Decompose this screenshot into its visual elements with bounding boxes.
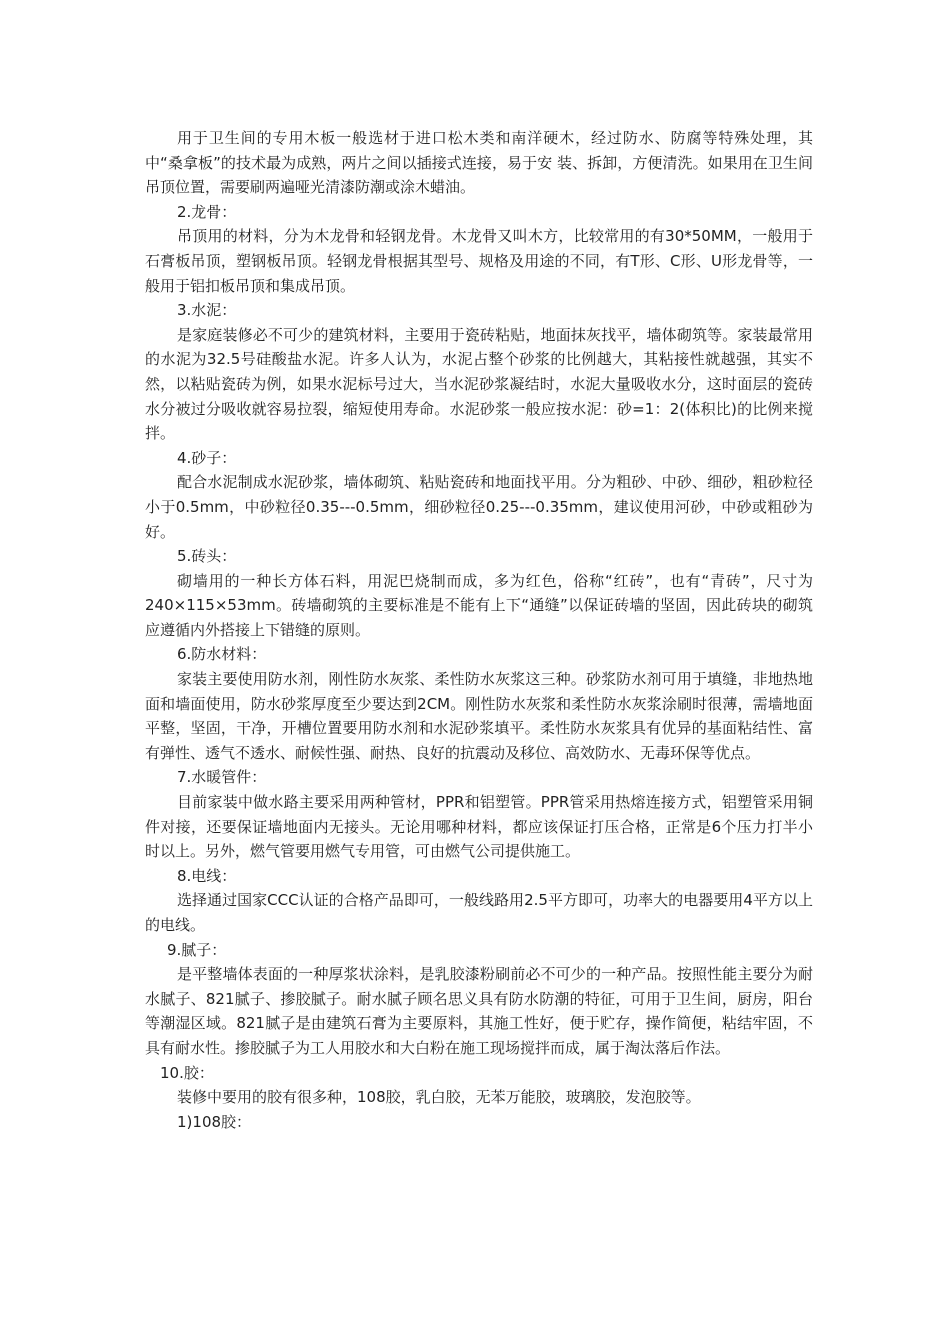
paragraph-cement: 是家庭装修必不可少的建筑材料，主要用于瓷砖粘贴，地面抹灰找平，墙体砌筑等。家装最常用的水泥为32.5号硅酸盐水泥。许多人认为，水泥占整个砂浆的比例越大，其粘接性就越强，其实不然，以粘贴瓷砖为例，如果水泥标号过大，当水泥砂浆凝结时，水泥大量吸收水分，这时面层的瓷砖水分被过分吸收就容易拉裂，缩短使用寿命。水泥砂浆一般应按水泥：砂=1：2(体积比)的比例来搅拌。	[145, 325, 813, 443]
paragraph-putty: 是平整墙体表面的一种厚浆状涂料，是乳胶漆粉刷前必不可少的一种产品。按照性能主要分为耐水腻子、821腻子、掺胶腻子。耐水腻子顾名思义具有防水防潮的特征，可用于卫生间，厨房，阳台等潮湿区域。821腻子是由建筑石膏为主要原料，其施工性好，便于贮存，操作简便，粘结牢固，不具有耐水性。掺胶腻子为工人用胶水和大白粉在施工现场搅拌而成，属于淘汰落后作法。	[145, 965, 813, 1057]
document-body	[145, 126, 813, 1134]
heading-keel: 2.龙骨：	[177, 202, 237, 221]
heading-sand: 4.砂子：	[177, 448, 237, 467]
paragraph-waterproofing: 家装主要使用防水剂，刚性防水灰浆、柔性防水灰浆这三种。砂浆防水剂可用于填缝，非地热地面和墙面使用，防水砂浆厚度至少要达到2CM。刚性防水灰浆和柔性防水灰浆涂刷时很薄，需墙地面平整，坚固，干净，开槽位置要用防水剂和水泥砂浆填平。柔性防水灰浆具有优异的基面粘结性、富有弹性、透气不透水、耐候性强、耐热、良好的抗震动及移位、高效防水、无毒环保等优点。	[145, 670, 813, 762]
paragraph-keel: 吊顶用的材料，分为木龙骨和轻钢龙骨。木龙骨又叫木方，比较常用的有30*50MM，一般用于石膏板吊顶，塑钢板吊顶。轻钢龙骨根据其型号、规格及用途的不同，有T形、C形、U形龙骨等，一般用于铝扣板吊顶和集成吊顶。	[145, 227, 813, 295]
heading-putty: 9.腻子：	[167, 940, 227, 959]
paragraph-sand: 配合水泥制成水泥砂浆，墙体砌筑、粘贴瓷砖和地面找平用。分为粗砂、中砂、细砂，粗砂粒径小于0.5mm，中砂粒径0.35---0.5mm，细砂粒径0.25---0.35mm，建议使用河砂，中砂或粗砂为好。	[145, 473, 813, 541]
heading-wire: 8.电线：	[177, 866, 237, 885]
paragraph-brick: 砌墙用的一种长方体石料，用泥巴烧制而成，多为红色，俗称“红砖”，也有“青砖”，尺寸为240×115×53mm。砖墙砌筑的主要标准是不能有上下“通缝”以保证砖墙的坚固，因此砖块的砌筑应遵循内外搭接上下错缝的原则。	[145, 571, 813, 639]
heading-brick: 5.砖头：	[177, 547, 237, 566]
paragraph-wire: 选择通过国家CCC认证的合格产品即可，一般线路用2.5平方即可，功率大的电器要用4平方以上的电线。	[145, 891, 813, 934]
paragraph-glue: 装修中要用的胶有很多种，108胶，乳白胶，无苯万能胶，玻璃胶，发泡胶等。	[177, 1088, 701, 1107]
heading-plumbing: 7.水暖管件：	[177, 768, 267, 787]
heading-108-glue: 1)108胶：	[177, 1112, 252, 1131]
heading-glue: 10.胶：	[160, 1063, 214, 1082]
paragraph-plumbing: 目前家装中做水路主要采用两种管材，PPR和铝塑管。PPR管采用热熔连接方式，铝塑管采用铜件对接，还要保证墙地面内无接头。无论用哪种材料，都应该保证打压合格，正常是6个压力打半小时以上。另外，燃气管要用燃气专用管，可由燃气公司提供施工。	[145, 793, 813, 861]
heading-cement: 3.水泥：	[177, 301, 237, 320]
paragraph-wood-board: 用于卫生间的专用木板一般选材于进口松木类和南洋硬木，经过防水、防腐等特殊处理，其中“桑拿板”的技术最为成熟，两片之间以插接式连接，易于安 装、拆卸，方便清洗。如果用在卫生间吊顶位置，需要刷两遍哑光清漆防潮或涂木蜡油。	[145, 129, 813, 197]
heading-waterproofing: 6.防水材料：	[177, 645, 267, 664]
